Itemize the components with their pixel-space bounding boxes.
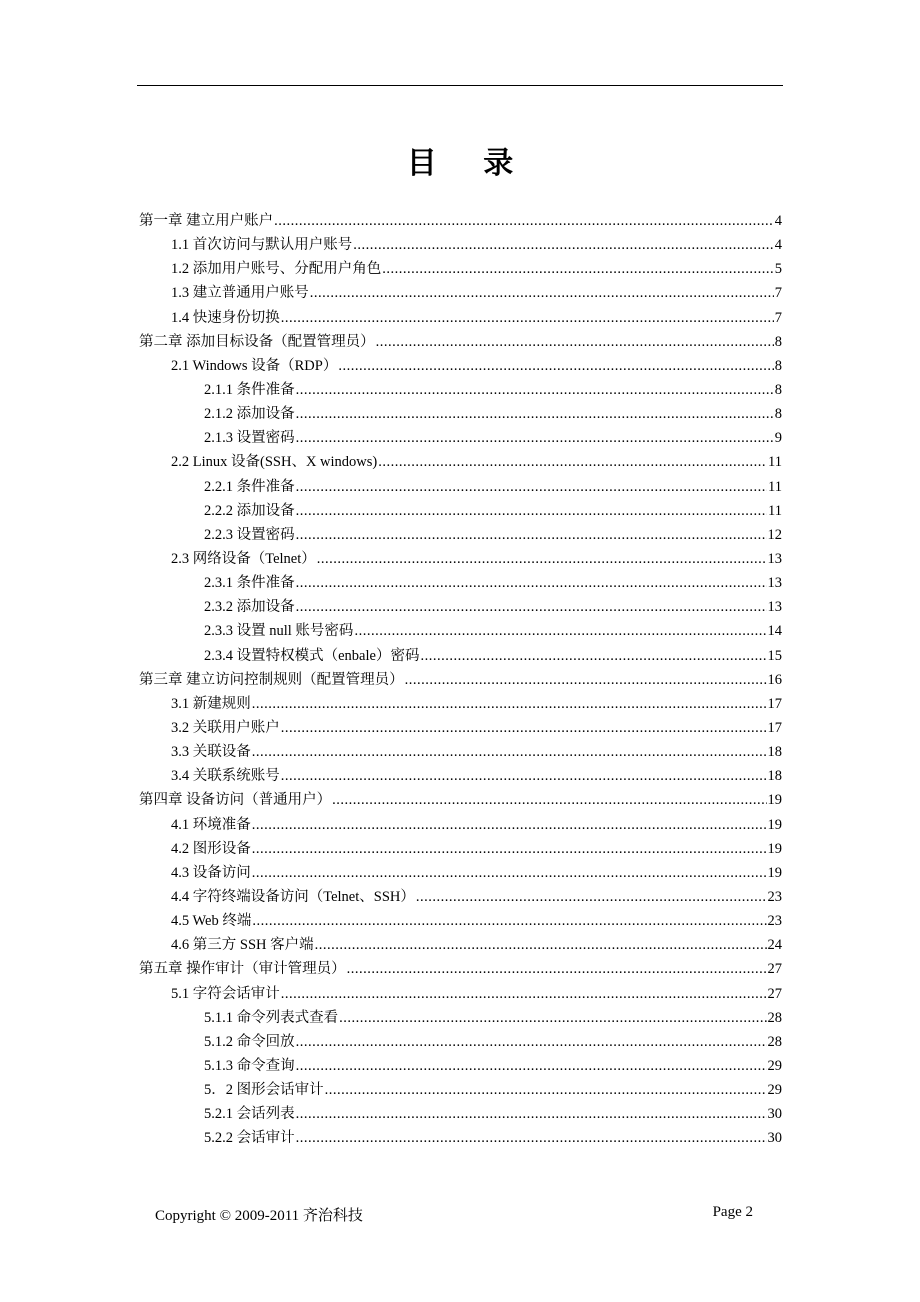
- toc-entry-title: 第二章 添加目标设备（配置管理员）: [139, 333, 375, 350]
- toc-entry-title: 5.1.2 命令回放: [204, 1033, 295, 1050]
- toc-entry-title: 2.3.2 添加设备: [204, 599, 295, 616]
- toc-entry-title: 2.1.2 添加设备: [204, 406, 295, 423]
- toc-entry-page: 29: [767, 1082, 782, 1099]
- toc-entry-page: 14: [767, 623, 782, 640]
- toc-entry-page: 24: [767, 937, 782, 954]
- toc-dot-leader: [296, 1106, 767, 1123]
- toc-entry-page: 7: [774, 309, 782, 326]
- toc-entry-page: 4: [774, 237, 782, 254]
- toc-entry[interactable]: [139, 933, 782, 957]
- toc-dot-leader: [296, 1130, 767, 1147]
- toc-dot-leader: [310, 285, 774, 302]
- toc-entry[interactable]: [139, 450, 782, 474]
- toc-entry[interactable]: [139, 813, 782, 837]
- toc-entry[interactable]: [139, 233, 782, 257]
- toc-entry-page: 11: [768, 454, 782, 471]
- toc-entry[interactable]: [139, 1054, 782, 1078]
- toc-entry-title: 3.1 新建规则: [171, 695, 251, 712]
- toc-entry-page: 17: [767, 695, 782, 712]
- toc-entry-title: 2.2.2 添加设备: [204, 502, 295, 519]
- toc-entry[interactable]: [139, 1078, 782, 1102]
- toc-entry[interactable]: [139, 330, 782, 354]
- table-of-contents: [139, 209, 782, 1150]
- toc-dot-leader: [296, 527, 767, 544]
- toc-dot-leader: [296, 406, 774, 423]
- toc-dot-leader: [378, 454, 767, 471]
- toc-entry-title: 3.2 关联用户账户: [171, 719, 280, 736]
- toc-entry[interactable]: [139, 644, 782, 668]
- toc-entry-title: 3.4 关联系统账号: [171, 768, 280, 785]
- toc-entry-page: 19: [767, 816, 782, 833]
- toc-entry-title: 2.1.1 条件准备: [204, 381, 295, 398]
- toc-entry-page: 13: [767, 550, 782, 567]
- toc-entry[interactable]: [139, 692, 782, 716]
- toc-entry-title: 4.4 字符终端设备访问（Telnet、SSH）: [171, 888, 415, 905]
- toc-entry[interactable]: [139, 1006, 782, 1030]
- toc-entry-title: 第四章 设备访问（普通用户）: [139, 792, 332, 809]
- page-footer: [155, 1204, 753, 1225]
- toc-entry-page: 19: [767, 840, 782, 857]
- toc-entry-page: 17: [767, 719, 782, 736]
- footer-page-number: Page 2: [712, 1204, 753, 1220]
- toc-dot-leader: [296, 430, 774, 447]
- toc-entry[interactable]: [139, 281, 782, 305]
- toc-entry-title: 第一章 建立用户账户: [139, 213, 274, 229]
- toc-entry-page: 30: [767, 1130, 782, 1147]
- toc-entry-page: 28: [767, 1009, 782, 1026]
- toc-entry[interactable]: [139, 1126, 782, 1150]
- toc-entry[interactable]: [139, 402, 782, 426]
- toc-entry-page: 5: [774, 261, 782, 278]
- footer-copyright: Copyright © 2009-2011 齐治科技: [155, 1208, 363, 1224]
- toc-dot-leader: [420, 648, 766, 665]
- toc-entry[interactable]: [139, 426, 782, 450]
- toc-entry-title: 3.3 关联设备: [171, 744, 251, 761]
- toc-dot-leader: [296, 1058, 767, 1075]
- toc-entry[interactable]: [139, 209, 782, 233]
- toc-entry-page: 19: [767, 864, 782, 881]
- toc-dot-leader: [296, 382, 774, 399]
- toc-entry-page: 18: [767, 744, 782, 761]
- toc-entry-page: 15: [767, 647, 782, 664]
- toc-dot-leader: [405, 672, 767, 689]
- toc-entry-page: 11: [768, 502, 782, 519]
- toc-entry-title: 2.3 网络设备（Telnet）: [171, 550, 316, 567]
- toc-entry-title: 1.2 添加用户账号、分配用户角色: [171, 261, 382, 278]
- toc-entry-title: 4.6 第三方 SSH 客户端: [171, 937, 314, 954]
- toc-entry[interactable]: [139, 378, 782, 402]
- toc-dot-leader: [353, 237, 774, 254]
- toc-dot-leader: [416, 889, 767, 906]
- toc-dot-leader: [317, 551, 767, 568]
- toc-dot-leader: [281, 310, 774, 327]
- toc-entry-page: 13: [767, 599, 782, 616]
- toc-entry[interactable]: [139, 1102, 782, 1126]
- toc-dot-leader: [252, 817, 767, 834]
- toc-entry-title: 4.2 图形设备: [171, 840, 251, 857]
- toc-entry-page: 13: [767, 575, 782, 592]
- toc-entry-title: 2.2 Linux 设备(SSH、X windows): [171, 454, 378, 471]
- toc-entry-title: 5.1.1 命令列表式查看: [204, 1009, 339, 1026]
- toc-dot-leader: [325, 1082, 767, 1099]
- toc-entry-page: 19: [767, 792, 782, 809]
- toc-dot-leader: [332, 792, 766, 809]
- toc-entry[interactable]: [139, 1030, 782, 1054]
- toc-dot-leader: [252, 696, 767, 713]
- toc-dot-leader: [347, 961, 767, 978]
- toc-dot-leader: [252, 913, 766, 930]
- toc-entry-page: 29: [767, 1057, 782, 1074]
- toc-entry-page: 8: [774, 357, 782, 374]
- toc-entry[interactable]: [139, 861, 782, 885]
- toc-entry[interactable]: [139, 306, 782, 330]
- toc-entry-title: 4.5 Web 终端: [171, 913, 252, 930]
- toc-dot-leader: [281, 986, 767, 1003]
- toc-entry-title: 2.1 Windows 设备（RDP）: [171, 357, 338, 374]
- toc-dot-leader: [281, 768, 767, 785]
- toc-entry-title: 5.1 字符会话审计: [171, 985, 280, 1002]
- toc-entry-page: 30: [767, 1106, 782, 1123]
- toc-entry[interactable]: [139, 740, 782, 764]
- toc-entry-page: 23: [767, 888, 782, 905]
- toc-entry-page: 4: [774, 213, 782, 229]
- toc-dot-leader: [281, 720, 767, 737]
- toc-entry[interactable]: [139, 523, 782, 547]
- toc-entry[interactable]: [139, 957, 782, 981]
- toc-entry[interactable]: [139, 982, 782, 1006]
- toc-entry-title: 2.3.3 设置 null 账号密码: [204, 623, 354, 640]
- toc-dot-leader: [296, 1034, 767, 1051]
- toc-entry-title: 2.3.1 条件准备: [204, 575, 295, 592]
- toc-entry[interactable]: [139, 475, 782, 499]
- toc-entry-title: 5.2.2 会话审计: [204, 1130, 295, 1147]
- toc-dot-leader: [296, 575, 767, 592]
- toc-dot-leader: [376, 334, 774, 351]
- toc-entry-title: 2.2.3 设置密码: [204, 526, 295, 543]
- toc-entry-page: 8: [774, 381, 782, 398]
- toc-entry-title: 2.3.4 设置特权模式（enbale）密码: [204, 647, 420, 664]
- toc-dot-leader: [339, 1010, 766, 1027]
- toc-entry-title: 第五章 操作审计（审计管理员）: [139, 961, 346, 978]
- toc-entry[interactable]: [139, 619, 782, 643]
- toc-entry[interactable]: [139, 837, 782, 861]
- toc-entry-title: 1.1 首次访问与默认用户账号: [171, 237, 353, 254]
- toc-entry-page: 7: [774, 285, 782, 302]
- toc-entry-page: 16: [767, 671, 782, 688]
- toc-entry-page: 28: [767, 1033, 782, 1050]
- toc-entry-page: 18: [767, 768, 782, 785]
- toc-entry-title: 5.1.3 命令查询: [204, 1057, 295, 1074]
- toc-dot-leader: [252, 865, 767, 882]
- toc-entry-page: 11: [768, 478, 782, 495]
- header-rule: [137, 85, 783, 86]
- toc-entry-title: 第三章 建立访问控制规则（配置管理员）: [139, 671, 404, 688]
- toc-entry[interactable]: [139, 909, 782, 933]
- toc-entry[interactable]: [139, 716, 782, 740]
- toc-dot-leader: [296, 599, 767, 616]
- toc-entry[interactable]: [139, 571, 782, 595]
- toc-entry-page: 8: [774, 333, 782, 350]
- toc-entry-page: 12: [767, 526, 782, 543]
- toc-dot-leader: [354, 623, 766, 640]
- toc-entry-title: 2.2.1 条件准备: [204, 478, 295, 495]
- toc-entry[interactable]: [139, 257, 782, 281]
- toc-entry[interactable]: [139, 354, 782, 378]
- toc-entry[interactable]: [139, 885, 782, 909]
- toc-entry-title: 5．2 图形会话审计: [204, 1082, 324, 1099]
- toc-entry-title: 1.3 建立普通用户账号: [171, 285, 309, 302]
- toc-entry[interactable]: [139, 499, 782, 523]
- toc-entry-page: 8: [774, 406, 782, 423]
- toc-entry[interactable]: [139, 764, 782, 788]
- toc-dot-leader: [252, 744, 767, 761]
- toc-entry[interactable]: [139, 668, 782, 692]
- toc-dot-leader: [382, 261, 774, 278]
- toc-entry-page: 9: [774, 430, 782, 447]
- toc-dot-leader: [315, 937, 767, 954]
- toc-dot-leader: [274, 213, 774, 230]
- toc-entry-title: 5.2.1 会话列表: [204, 1106, 295, 1123]
- toc-entry-page: 27: [767, 985, 782, 1002]
- toc-entry-page: 23: [767, 913, 782, 930]
- page-title: 目 录: [406, 146, 532, 181]
- toc-entry-title: 4.3 设备访问: [171, 864, 251, 881]
- toc-entry[interactable]: [139, 788, 782, 812]
- toc-entry[interactable]: [139, 547, 782, 571]
- toc-dot-leader: [338, 358, 773, 375]
- toc-dot-leader: [296, 479, 767, 496]
- toc-dot-leader: [252, 841, 767, 858]
- toc-entry-title: 1.4 快速身份切换: [171, 309, 280, 326]
- toc-dot-leader: [296, 503, 767, 520]
- toc-entry-title: 4.1 环境准备: [171, 816, 251, 833]
- toc-entry-title: 2.1.3 设置密码: [204, 430, 295, 447]
- toc-entry[interactable]: [139, 595, 782, 619]
- toc-entry-page: 27: [767, 961, 782, 978]
